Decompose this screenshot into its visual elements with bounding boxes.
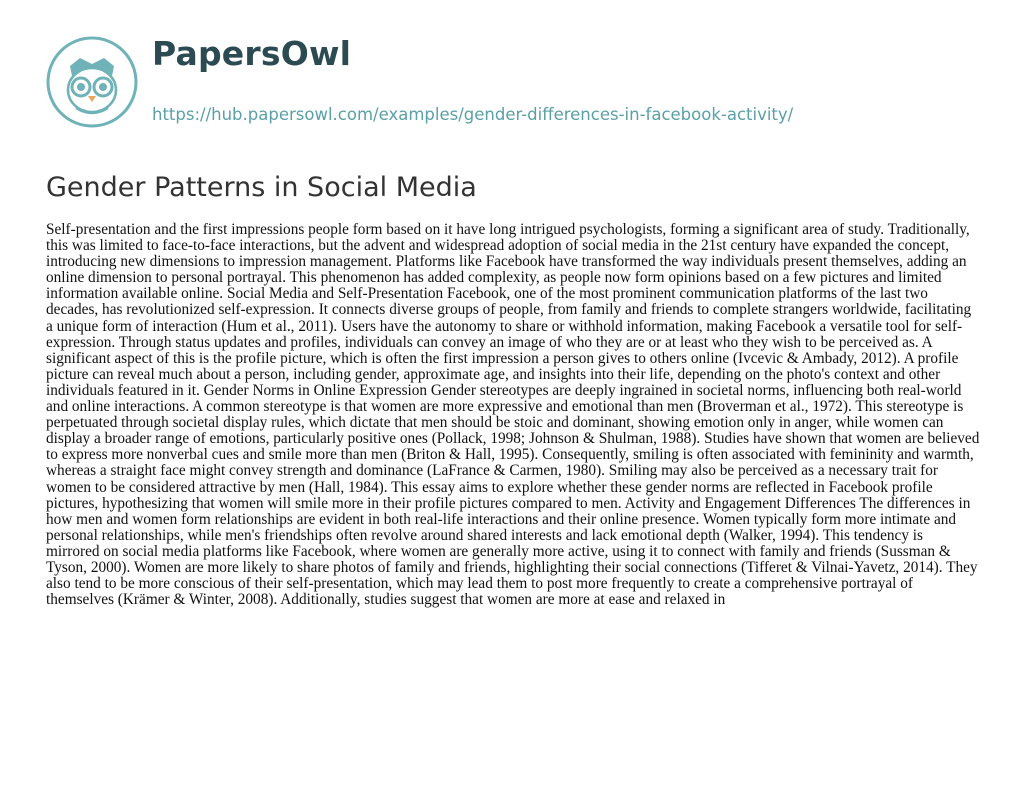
owl-logo-icon[interactable] — [46, 36, 138, 128]
page-url[interactable]: https://hub.papersowl.com/examples/gender-differences-in-facebook-activity/ — [152, 105, 794, 124]
article-body: Self-presentation and the first impressions people form based on it have long intrigued psychologists, forming a significant area of study. Traditionally, this was limited to face-to-face interactions, but the advent and widespread adoption of social media in the 21st century have expanded the concept, introducing new dimensions to impression management. Platforms like Facebook have transformed the way individuals present themselves, adding an online dimension to personal portrayal. This phenomenon has added complexity, as people now form opinions based on a few pictures and limited information available online. Social Media and Self-Presentation Facebook, one of the most prominent communication platforms of the last two decades, has revolutionized self-expression. It connects diverse groups of people, from family and friends to complete strangers worldwide, facilitating a unique form of interaction (Hum et al., 2011). Users have the autonomy to share or withhold information, making Facebook a versatile tool for self-expression. Through status updates and profiles, individuals can convey an image of who they are or at least who they wish to be perceived as. A significant aspect of this is the profile picture, which is often the first impression a person gives to others online (Ivcevic & Ambady, 2012). A profile picture can reveal much about a person, including gender, approximate age, and insights into their life, depending on the photo's context and other individuals featured in it. Gender Norms in Online Expression Gender stereotypes are deeply ingrained in societal norms, influencing both real-world and online interactions. A common stereotype is that women are more expressive and emotional than men (Broverman et al., 1972). This stereotype is perpetuated through societal display rules, which dictate that men should be stoic and dominant, showing emotion only in anger, while women can display a broader range of emotions, particularly positive ones (Pollack, 1998; Johnson & Shulman, 1988). Studies have shown that women are believed to express more nonverbal cues and smile more than men (Briton & Hall, 1995). Consequently, smiling is often associated with femininity and warmth, whereas a straight face might convey strength and dominance (LaFrance & Carmen, 1980). Smiling may also be perceived as a necessary trait for women to be considered attractive by men (Hall, 1984). This essay aims to explore whether these gender norms are reflected in Facebook profile pictures, hypothesizing that women will smile more in their profile pictures compared to men. Activity and Engagement Differences The differences in how men and women form relationships are evident in both real-life interactions and their online presence. Women typically form more intimate and personal relationships, while men's friendships often revolve around shared interests and lack emotional depth (Walker, 1994). This tendency is mirrored on social media platforms like Facebook, where women are generally more active, using it to connect with family and friends (Sussman & Tyson, 2000). Women are more likely to share photos of family and friends, highlighting their social connections (Tifferet & Vilnai-Yavetz, 2014). They also tend to be more conscious of their self-presentation, which may lead them to post more frequently to create a comprehensive portrayal of themselves (Krämer & Winter, 2008). Additionally, studies suggest that women are more at ease and relaxed in — [46, 221, 980, 609]
article-title: Gender Patterns in Social Media — [46, 172, 477, 203]
brand-name[interactable]: PapersOwl — [152, 34, 352, 73]
site-header — [46, 28, 986, 148]
